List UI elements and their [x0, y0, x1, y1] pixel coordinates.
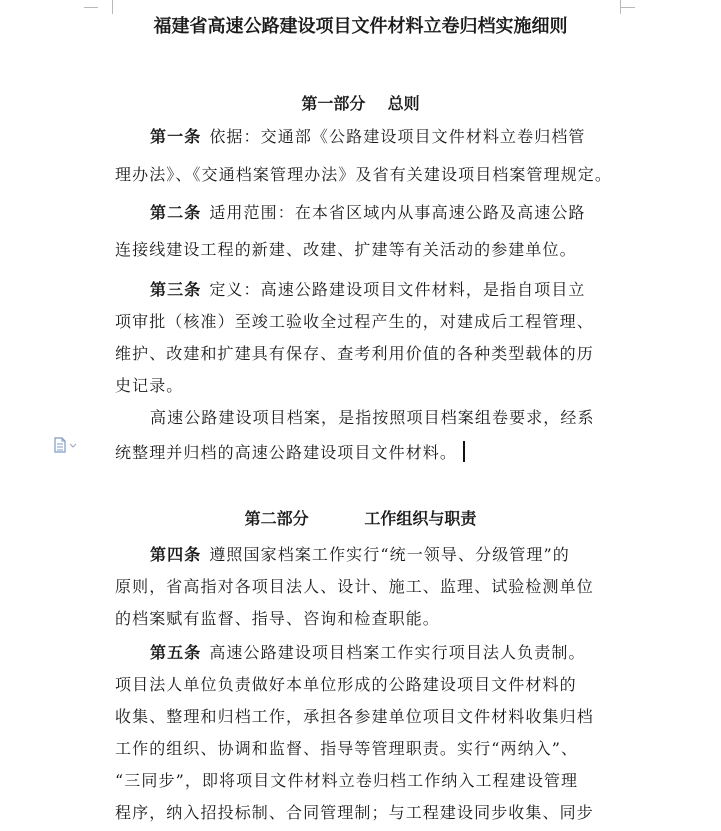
article4-line3[interactable]: 的档案赋有监督、指导、咨询和检查职能。	[115, 609, 440, 628]
document-title: 福建省高速公路建设项目文件材料立卷归档实施细则	[153, 16, 568, 37]
article5-label: 第五条	[150, 643, 202, 662]
article1-label: 第一条	[150, 127, 202, 146]
article2-line1[interactable]	[150, 203, 615, 223]
article5-line3[interactable]: 收集、整理和归档工作，承担各参建单位项目文件材料收集归档	[115, 707, 594, 726]
article5-text1: 高速公路建设项目档案工作实行项目法人负责制。	[209, 643, 586, 662]
article5-line1[interactable]	[150, 643, 615, 663]
article3-label: 第三条	[150, 280, 202, 299]
article5-line2[interactable]: 项目法人单位负责做好本单位形成的公路建设项目文件材料的	[115, 675, 577, 694]
article4-label: 第四条	[150, 545, 202, 564]
article2-label: 第二条	[150, 203, 202, 222]
crop-mark-top-left-horizontal	[84, 7, 98, 8]
article3-text1: 定义：高速公路建设项目文件材料，是指自项目立	[209, 280, 586, 299]
article4-line1[interactable]	[150, 545, 615, 565]
article5-line4[interactable]: 工作的组织、协调和监督、指导等管理职责。实行“两纳入”、	[115, 739, 579, 758]
part1-heading: 第一部分 总则	[301, 94, 420, 113]
article3-line1[interactable]	[150, 280, 615, 300]
article4-line2[interactable]: 原则，省高指对各项目法人、设计、施工、监理、试验检测单位	[115, 577, 594, 596]
article3-line2[interactable]: 项审批（核准）至竣工验收全过程产生的，对建成后工程管理、	[115, 312, 594, 331]
article3-line3[interactable]: 维护、改建和扩建具有保存、查考利用价值的各种类型载体的历	[115, 344, 594, 363]
article5-line5[interactable]: “三同步”，即将项目文件材料立卷归档工作纳入工程建设管理	[115, 771, 579, 790]
article4-text1: 遵照国家档案工作实行“统一领导、分级管理”的	[209, 545, 570, 564]
article2-line2[interactable]: 连接线建设工程的新建、改建、扩建等有关活动的参建单位。	[115, 240, 577, 259]
article1-text1: 依据：交通部《公路建设项目文件材料立卷归档管	[209, 127, 586, 146]
document-icon[interactable]	[53, 437, 79, 453]
archive-para-line1[interactable]: 高速公路建设项目档案，是指按照项目档案组卷要求，经系	[150, 408, 595, 427]
article3-line4[interactable]: 史记录。	[115, 376, 184, 395]
text-cursor	[463, 441, 465, 462]
archive-para-text2: 统整理并归档的高速公路建设项目文件材料。	[115, 443, 458, 462]
article5-line6[interactable]: 程序，纳入招投标制、合同管理制；与工程建设同步收集、同步	[115, 803, 594, 822]
archive-para-line2[interactable]	[115, 441, 615, 463]
article1-line2[interactable]: 理办法》、《交通档案管理办法》及省有关建设项目档案管理规定。	[115, 165, 613, 184]
article2-text1: 适用范围：在本省区域内从事高速公路及高速公路	[209, 203, 586, 222]
part2-heading: 第二部分 工作组织与职责	[244, 509, 477, 528]
crop-mark-top-right-horizontal	[621, 7, 635, 8]
article1-line1[interactable]	[150, 127, 615, 147]
